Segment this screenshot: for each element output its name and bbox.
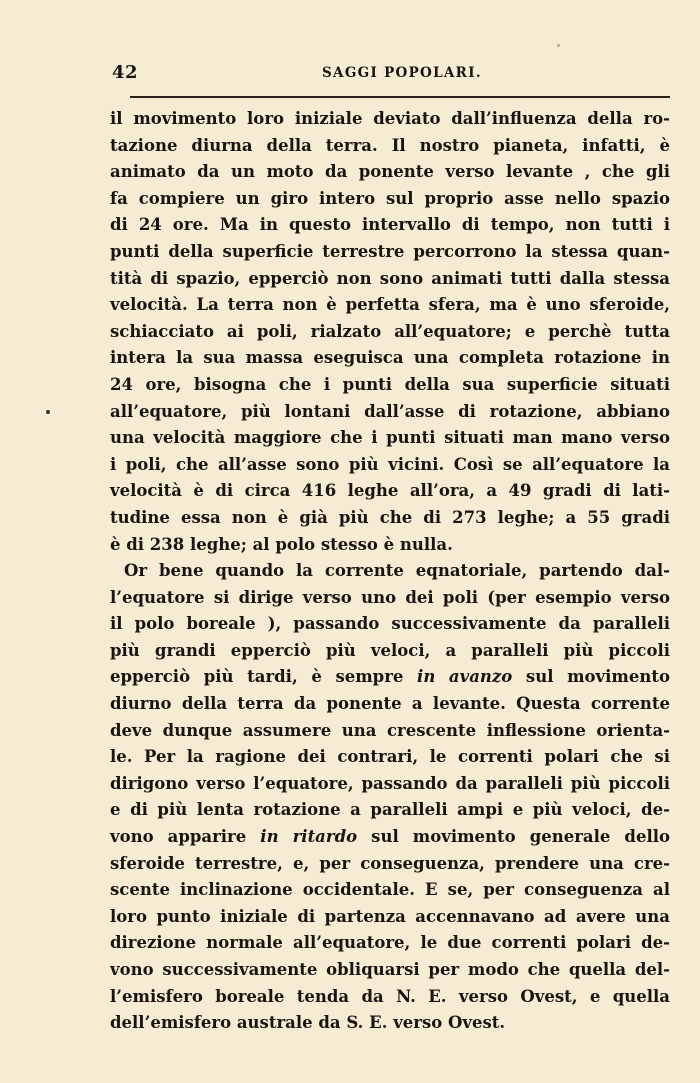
text-run: epperciò più tardi, è sempre <box>110 667 418 687</box>
text-line: le. Per la ragione dei contrari, le correnti polari che si <box>110 747 670 767</box>
text-line: tità di spazio, epperciò non sono animati tutti dalla stessa <box>110 268 670 288</box>
text-run: sul movimento generale dello <box>357 827 670 847</box>
paper-speck <box>557 44 560 47</box>
text-line: tudine essa non è già più che di 273 leghe; a 55 gradi <box>110 507 670 527</box>
text-line: di 24 ore. Ma in questo intervallo di tempo, non tutti i <box>110 215 670 235</box>
text-line: diurno della terra da ponente a levante. Questa corrente <box>110 694 670 714</box>
text-line: l’emisfero boreale tenda da N. E. verso Ovest, e quella <box>110 986 670 1006</box>
body-text <box>110 106 670 1037</box>
text-run: sul movimento <box>512 667 670 687</box>
text-line: vono successivamente obliquarsi per modo che quella del- <box>110 960 670 979</box>
page-number: 42 <box>112 62 139 83</box>
text-line: sferoide terrestre, e, per conseguenza, prendere una cre- <box>110 853 670 873</box>
text-line: fa compiere un giro intero sul proprio asse nello spazio <box>110 188 670 208</box>
emphasis-in-ritardo: in ritardo <box>260 827 358 847</box>
text-run: vono apparire <box>110 827 261 847</box>
text-line: e di più lenta rotazione a paralleli ampi e più veloci, de- <box>110 800 670 820</box>
text-line: il movimento loro iniziale deviato dall’influenza della ro- <box>110 109 670 128</box>
text-line: animato da un moto da ponente verso levante , che gli <box>110 162 670 182</box>
paragraph-1 <box>110 106 670 558</box>
text-line <box>110 824 670 851</box>
text-line: i poli, che all’asse sono più vicini. Così se all’equatore la <box>110 454 670 474</box>
text-line: punti della superficie terrestre percorrono la stessa quan- <box>110 241 670 261</box>
emphasis-in-avanzo: in avanzo <box>417 667 513 687</box>
text-line <box>110 664 670 691</box>
text-line: una velocità maggiore che i punti situati man mano verso <box>110 428 670 448</box>
text-line: direzione normale all’equatore, le due correnti polari de- <box>110 933 670 953</box>
text-line: velocità. La terra non è perfetta sfera, ma è uno sferoide, <box>110 295 670 315</box>
margin-mark <box>46 410 50 414</box>
text-line: all’equatore, più lontani dall’asse di rotazione, abbiano <box>110 401 670 421</box>
text-line: deve dunque assumere una crescente inflessione orienta- <box>110 720 670 740</box>
text-line: Or bene quando la corrente eqnatoriale, partendo dal- <box>124 561 670 581</box>
text-line: dirigono verso l’equatore, passando da paralleli più piccoli <box>110 773 670 793</box>
text-line: l’equatore si dirige verso uno dei poli (per esempio verso <box>110 587 670 607</box>
text-line: loro punto iniziale di partenza accennavano ad avere una <box>110 906 670 926</box>
text-line: dell’emisfero australe da S. E. verso Ovest. <box>110 1013 506 1033</box>
page-header <box>112 62 668 88</box>
header-rule <box>130 96 670 98</box>
text-line: tazione diurna della terra. Il nostro pianeta, infatti, è <box>110 135 670 155</box>
text-line: 24 ore, bisogna che i punti della sua superficie situati <box>110 374 670 394</box>
running-title: SAGGI POPOLARI. <box>322 65 482 81</box>
paragraph-2 <box>110 558 670 1037</box>
text-line: è di 238 leghe; al polo stesso è nulla. <box>110 534 453 554</box>
text-line: il polo boreale ), passando successivamente da paralleli <box>110 614 670 634</box>
text-line: scente inclinazione occidentale. E se, per conseguenza al <box>110 880 670 900</box>
text-line: intera la sua massa eseguisca una completa rotazione in <box>110 348 670 368</box>
text-line: schiacciato ai poli, rialzato all’equatore; e perchè tutta <box>110 321 670 341</box>
text-line: più grandi epperciò più veloci, a paralleli più piccoli <box>110 640 670 660</box>
text-line: velocità è di circa 416 leghe all’ora, a 49 gradi di lati- <box>110 481 670 501</box>
